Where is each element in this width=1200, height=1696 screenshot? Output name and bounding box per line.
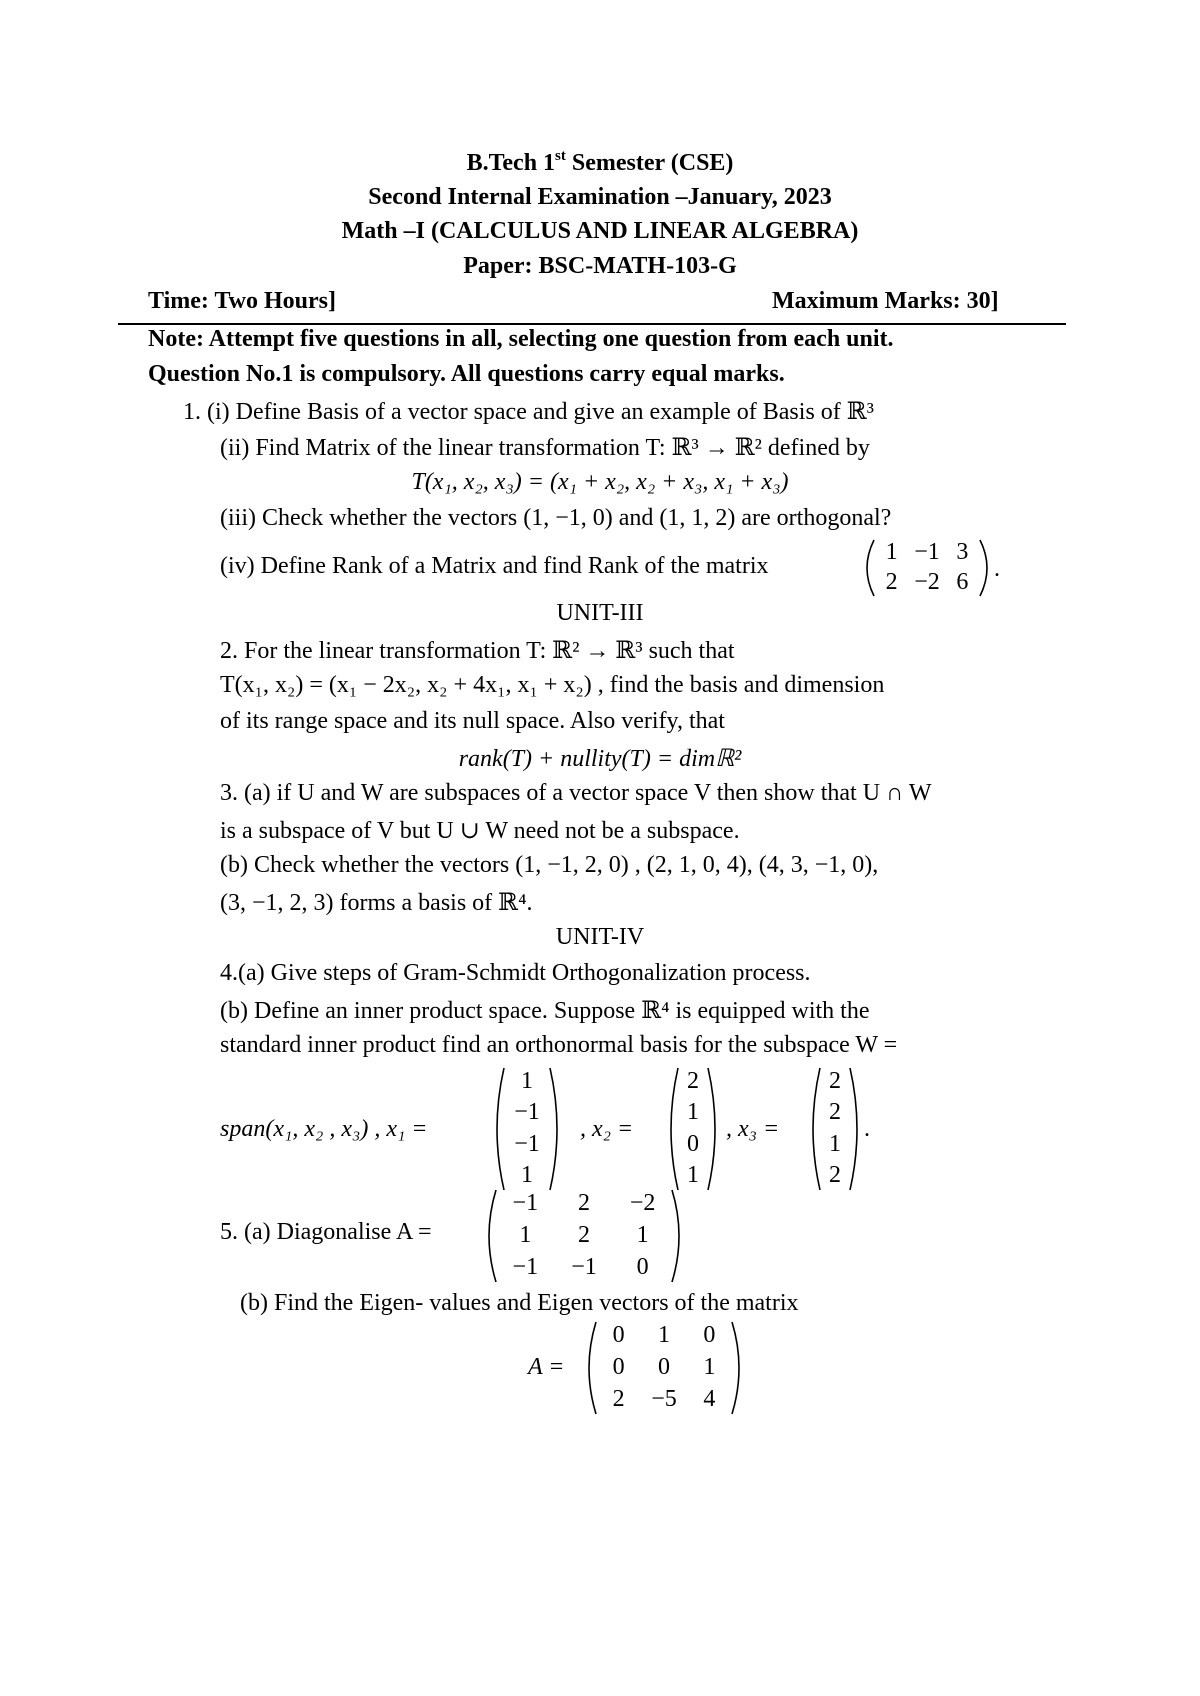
q4-span-expression: span(x₁, x₂ , x₃) , x₁ = [220,1116,428,1142]
q1-part-ii-equation: T(x₁, x₂, x₃) = (x₁ + x₂, x₂ + x₃, x₁ + x₃) [411,469,789,495]
vector-x2-cell: 1 [687,1162,699,1189]
vector-x1-cell: 1 [521,1162,533,1189]
q5a-matrix-left-paren [489,1190,496,1282]
course-title-rest: Semester (CSE) [565,150,734,176]
vector-x1-right-paren [550,1068,557,1190]
time-label: Time: Two Hours] [148,288,337,314]
rank-matrix-cell: −2 [914,569,940,595]
vector-x1-cell: −1 [514,1130,540,1157]
q5a-matrix-cell: 1 [519,1222,532,1248]
q2-line-2: T(x₁, x₂) = (x₁ − 2x₂, x₂ + 4x₁, x₁ + x₂) , find the basis and dimension [220,672,885,698]
vector-x1-cell: −1 [514,1099,540,1126]
q5a-matrix-cell: 2 [577,1190,590,1216]
q2-line-3: of its range space and its null space. Also verify, that [220,708,725,734]
q3-line-2: is a subspace of V but U ∪ W need not be a subspace. [220,818,740,844]
q3-line-3: (b) Check whether the vectors (1, −1, 2, 0) , (2, 1, 0, 4), (4, 3, −1, 0), [220,852,879,878]
q1-part-iv-end: . [994,556,1000,582]
vector-x1 [492,1066,562,1192]
vector-x2 [666,1066,720,1192]
vector-x2-cell: 1 [687,1099,699,1126]
q5b-text: (b) Find the Eigen- values and Eigen vectors of the matrix [240,1290,799,1316]
q4-x3-label: , x₃ = [726,1116,780,1142]
q5a-matrix-cell: −1 [512,1254,539,1280]
vector-x3-cell: 1 [829,1130,841,1157]
note-line-1: Note: Attempt five questions in all, selecting one question from each unit. [148,326,894,352]
vector-x2-right-paren [708,1068,715,1190]
q5a-matrix-right-paren [672,1190,679,1282]
q4-end: . [864,1116,870,1142]
vector-x3 [808,1066,862,1192]
q5b-matrix-cell: 1 [657,1322,670,1348]
q5b-matrix-cell: 1 [703,1354,716,1380]
q3-line-4: (3, −1, 2, 3) forms a basis of ℝ⁴. [220,890,533,916]
q1-part-ii: (ii) Find Matrix of the linear transformation T: ℝ³ → ℝ² defined by [220,435,870,461]
q4-x2-label: , x₂ = [580,1116,634,1142]
rank-matrix-cell: 2 [885,569,898,595]
q5b-matrix-cell: 0 [657,1354,670,1380]
rank-matrix-cell: −1 [914,539,940,565]
unit-iv-heading: UNIT-IV [555,924,645,950]
vector-x3-right-paren [850,1068,857,1190]
exam-title: Second Internal Examination –January, 2023 [368,184,832,210]
vector-x2-left-paren [671,1068,678,1190]
q2-line-1: 2. For the linear transformation T: ℝ² → ℝ³ such that [220,638,735,664]
rank-matrix-cell: 1 [885,539,898,565]
q5b-matrix-left-paren [589,1322,596,1414]
q5a-matrix-cell: 2 [577,1222,590,1248]
q5b-matrix-cell: 2 [612,1386,625,1412]
q5b-matrix-cell: 4 [703,1386,716,1412]
q1-part-i: 1. (i) Define Basis of a vector space and give an example of Basis of ℝ³ [183,399,874,425]
course-title-sup: st [555,148,566,164]
course-title-text: B.Tech 1 [466,150,556,176]
q5a-matrix-cell: 1 [636,1222,649,1248]
q4-line-1: 4.(a) Give steps of Gram-Schmidt Orthogonalization process. [220,960,811,986]
paper-code: Paper: BSC-MATH-103-G [463,253,737,279]
q1-part-iii: (iii) Check whether the vectors (1, −1, 0) and (1, 1, 2) are orthogonal? [220,505,892,531]
rank-matrix-cell: 3 [956,539,969,565]
q5b-matrix [584,1320,744,1416]
vector-x1-cell: 1 [521,1067,533,1094]
q5a-matrix-cell: −1 [571,1254,597,1280]
q4-line-2: (b) Define an inner product space. Suppose ℝ⁴ is equipped with the [220,998,870,1024]
course-title [0,150,1200,177]
subject-title: Math –I (CALCULUS AND LINEAR ALGEBRA) [341,218,859,244]
q5a-matrix-cell: −2 [629,1190,656,1216]
vector-x3-cell: 2 [829,1067,841,1094]
rank-matrix-right-paren [980,540,987,596]
q5a-matrix-cell: 0 [636,1254,649,1280]
q5a-matrix-cell: −1 [512,1190,539,1216]
header-divider [118,323,1066,325]
vector-x2-cell: 2 [687,1067,699,1094]
q1-part-iv: (iv) Define Rank of a Matrix and find Rank of the matrix [220,553,769,579]
vector-x3-cell: 2 [829,1162,841,1189]
q4-line-3: standard inner product find an orthonormal basis for the subspace W = [220,1032,898,1058]
rank-matrix-cell: 6 [956,569,969,595]
q5b-matrix-cell: 0 [703,1322,716,1348]
unit-iii-heading: UNIT-III [556,600,644,626]
q5b-matrix-cell: 0 [612,1354,625,1380]
q5b-matrix-right-paren [732,1322,739,1414]
q3-line-1: 3. (a) if U and W are subspaces of a vector space V then show that U ∩ W [220,780,932,806]
q5b-matrix-cell: 0 [612,1322,625,1348]
vector-x3-left-paren [813,1068,820,1190]
q5b-matrix-cell: −5 [651,1386,677,1412]
vector-x2-cell: 0 [687,1130,699,1157]
vector-x1-left-paren [497,1068,504,1190]
note-line-2: Question No.1 is compulsory. All questions carry equal marks. [148,361,785,387]
marks-label: Maximum Marks: 30] [772,288,999,314]
q2-equation: rank(T) + nullity(T) = dimℝ² [458,746,742,772]
vector-x3-cell: 2 [829,1099,841,1126]
rank-matrix-left-paren [867,540,874,596]
q5a-text: 5. (a) Diagonalise A = [220,1219,432,1245]
q5a-matrix [484,1188,684,1284]
q1-rank-matrix [862,538,992,598]
q5b-lhs: A = [528,1354,565,1380]
